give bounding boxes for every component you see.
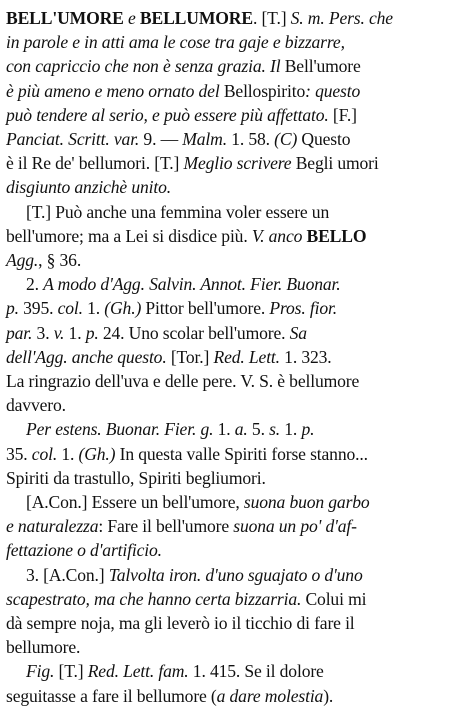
entry-text-segment: La ringrazio dell'uva e delle pere. V. S. è bellumore bbox=[6, 371, 360, 391]
entry-text-segment: 35. bbox=[6, 443, 32, 464]
entry-line bbox=[26, 417, 314, 441]
entry-line bbox=[6, 345, 332, 369]
entry-text-segment: col. bbox=[31, 443, 58, 464]
entry-text-segment: Red. Lett. bbox=[213, 346, 280, 367]
entry-text-segment: 1. bbox=[57, 443, 79, 464]
entry-text-segment: col. bbox=[57, 298, 83, 319]
entry-line bbox=[6, 684, 333, 708]
entry-text-segment: BELLUMORE bbox=[139, 8, 253, 28]
entry-text-segment: scapestrato, ma che hanno certa bizzarria. bbox=[6, 588, 302, 609]
entry-text-segment: : questo bbox=[305, 80, 361, 101]
entry-line bbox=[26, 200, 329, 224]
entry-line bbox=[6, 514, 357, 538]
entry-line bbox=[6, 321, 307, 345]
entry-text-segment: . [T.] bbox=[252, 8, 291, 28]
entry-text-segment: è più ameno e meno ornato del bbox=[6, 80, 224, 101]
entry-text-segment: con capriccio che non è senza grazia. Il bbox=[6, 56, 285, 77]
entry-text-segment: (Gh.) bbox=[78, 443, 116, 464]
entry-text-segment: a. bbox=[234, 419, 248, 440]
entry-text-segment: S. m. Pers. che bbox=[290, 8, 393, 28]
entry-text-segment: , § 36. bbox=[38, 250, 82, 270]
entry-line bbox=[6, 466, 266, 490]
entry-line bbox=[6, 103, 357, 127]
entry-text-segment: 1. bbox=[280, 419, 302, 440]
entry-text-segment: Malm. bbox=[182, 129, 227, 149]
entry-text-segment: e bbox=[123, 8, 140, 28]
entry-text-segment: [Tor.] bbox=[166, 346, 214, 367]
entry-text-segment: V. anco bbox=[251, 225, 303, 246]
entry-text-segment: [T.] Può anche una femmina voler essere un bbox=[26, 201, 330, 222]
entry-text-segment: Fig. bbox=[26, 661, 55, 682]
entry-text-segment: : Fare il bell'umore bbox=[98, 516, 234, 537]
entry-line bbox=[26, 563, 363, 587]
entry-text-segment: [F.] bbox=[328, 104, 357, 125]
entry-text-segment: Colui mi bbox=[301, 588, 367, 609]
entry-line bbox=[6, 635, 80, 659]
entry-text-segment: 24. Uno scolar bell'umore. bbox=[98, 322, 290, 343]
entry-text-segment: dà sempre noja, ma gli leverò io il ticchio di fare il bbox=[6, 613, 355, 633]
entry-text-segment: suona un po' d'af- bbox=[233, 516, 357, 537]
entry-text-segment: ). bbox=[323, 685, 334, 706]
entry-text-segment: [T.] bbox=[54, 661, 88, 682]
entry-text-segment: Per estens. Buonar. Fier. g. bbox=[26, 419, 214, 440]
entry-text-segment: a dare molestia bbox=[216, 685, 324, 706]
entry-line bbox=[6, 369, 359, 393]
entry-text-segment: p. bbox=[6, 298, 19, 319]
entry-line bbox=[26, 490, 370, 514]
entry-text-segment: Meglio scrivere bbox=[183, 153, 292, 174]
entry-text-segment: Questo bbox=[297, 129, 351, 149]
entry-text-segment: Agg. bbox=[6, 250, 39, 270]
entry-text-segment: Sa bbox=[289, 322, 307, 343]
entry-text-segment: 5. bbox=[247, 419, 270, 440]
entry-text-segment: 1. 323. bbox=[279, 346, 332, 367]
entry-text-segment: in parole e in atti ama le cose tra gaje e bizzarre, bbox=[6, 32, 345, 53]
entry-line bbox=[6, 538, 162, 562]
entry-text-segment: Panciat. Scritt. var. bbox=[6, 129, 140, 149]
entry-text-segment: suona buon garbo bbox=[243, 492, 370, 512]
entry-line bbox=[6, 127, 350, 151]
entry-line bbox=[6, 151, 379, 175]
entry-text-segment: Begli umori bbox=[291, 153, 379, 174]
entry-line bbox=[26, 659, 324, 683]
entry-text-segment: Spiriti da trastullo, Spiriti begliumori. bbox=[6, 467, 266, 488]
entry-text-segment: dell'Agg. anche questo. bbox=[6, 346, 167, 367]
entry-text-segment: [A.Con.] Essere un bell'umore, bbox=[26, 492, 244, 512]
entry-text-segment: (Gh.) bbox=[104, 298, 142, 319]
entry-line bbox=[6, 611, 355, 635]
entry-text-segment: 395. bbox=[18, 298, 58, 319]
entry-text-segment: 3. bbox=[32, 322, 54, 343]
entry-text-segment: 3. [A.Con.] bbox=[26, 564, 109, 585]
entry-text-segment: (C) bbox=[274, 129, 298, 149]
entry-text-segment: p. bbox=[85, 322, 99, 343]
entry-line bbox=[6, 587, 366, 611]
entry-text-segment: s. bbox=[269, 419, 281, 440]
entry-text-segment: 1. 58. bbox=[226, 129, 275, 149]
entry-text-segment: Pros. fior. bbox=[269, 298, 337, 319]
entry-line bbox=[6, 248, 81, 272]
entry-text-segment: Pittor bell'umore. bbox=[141, 298, 270, 319]
entry-text-segment: Red. Lett. fam. bbox=[87, 661, 189, 682]
entry-line bbox=[6, 224, 366, 248]
entry-line bbox=[6, 30, 345, 54]
entry-text-segment: fettazione o d'artificio. bbox=[6, 540, 162, 561]
entry-line bbox=[26, 272, 341, 296]
entry-text-segment: 9. — bbox=[139, 129, 183, 149]
entry-line bbox=[6, 393, 66, 417]
entry-line bbox=[6, 296, 337, 320]
entry-line bbox=[6, 442, 368, 466]
entry-text-segment: p. bbox=[301, 419, 315, 440]
entry-line bbox=[6, 175, 171, 199]
entry-text-segment: può tendere al serio, e può essere più affettato. bbox=[6, 104, 329, 125]
entry-text-segment: BELLO bbox=[302, 225, 367, 246]
entry-text-segment: In questa valle Spiriti forse stanno... bbox=[115, 443, 368, 464]
entry-text-segment: davvero. bbox=[6, 395, 66, 416]
entry-text-segment: bell'umore; ma a Lei si disdice più. bbox=[6, 225, 252, 246]
entry-text-segment: è il Re de' bellumori. [T.] bbox=[6, 153, 184, 174]
entry-text-segment: bellumore. bbox=[6, 637, 81, 658]
entry-text-segment: Talvolta iron. d'uno sguajato o d'uno bbox=[108, 564, 363, 585]
entry-text-segment: 1. 415. Se il dolore bbox=[188, 661, 324, 682]
entry-text-segment: 1. bbox=[82, 298, 105, 319]
entry-line bbox=[6, 6, 393, 30]
entry-text-segment: 1. bbox=[213, 419, 235, 440]
entry-text-segment: par. bbox=[6, 322, 33, 343]
entry-text-segment: disgiunto anzichè unito. bbox=[6, 177, 172, 198]
entry-text-segment: A modo d'Agg. Salvin. Annot. Fier. Buonar. bbox=[43, 274, 341, 295]
entry-text-segment: 2. bbox=[26, 274, 44, 295]
entry-text-segment: 1. bbox=[64, 322, 86, 343]
entry-text-segment: e naturalezza bbox=[6, 516, 99, 537]
entry-line bbox=[6, 54, 361, 78]
entry-line bbox=[6, 79, 360, 103]
entry-text-segment: v. bbox=[53, 322, 65, 343]
entry-text-segment: seguitasse a fare il bellumore ( bbox=[6, 685, 217, 706]
headword: BELL'UMORE bbox=[6, 8, 124, 28]
entry-text-segment: Bellospirito bbox=[223, 80, 306, 101]
entry-text-segment: Bell'umore bbox=[284, 56, 361, 77]
